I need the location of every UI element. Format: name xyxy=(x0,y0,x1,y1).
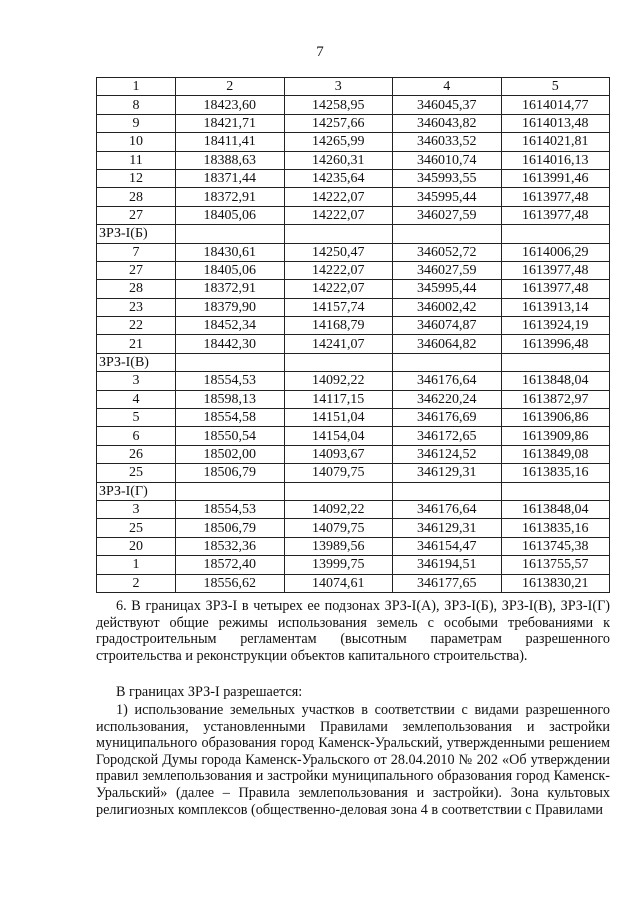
coordinate-cell: 346177,65 xyxy=(393,574,502,592)
table-row xyxy=(97,500,610,518)
header-cell: 5 xyxy=(501,78,610,96)
coordinate-cell: 345995,44 xyxy=(393,188,502,206)
coordinate-cell: 13989,56 xyxy=(284,537,393,555)
coordinate-cell: 346052,72 xyxy=(393,243,502,261)
coordinate-cell: 18554,53 xyxy=(176,372,285,390)
empty-cell xyxy=(501,353,610,371)
coordinate-cell: 1613745,38 xyxy=(501,537,610,555)
coordinate-cell: 18405,06 xyxy=(176,206,285,224)
coordinate-cell: 18405,06 xyxy=(176,261,285,279)
coordinate-cell: 14258,95 xyxy=(284,96,393,114)
point-number-cell: 21 xyxy=(97,335,176,353)
coordinate-cell: 346176,64 xyxy=(393,500,502,518)
point-number-cell: 28 xyxy=(97,280,176,298)
coordinate-cell: 14168,79 xyxy=(284,317,393,335)
coordinate-cell: 14079,75 xyxy=(284,519,393,537)
coordinate-cell: 18421,71 xyxy=(176,114,285,132)
coordinate-cell: 18506,79 xyxy=(176,464,285,482)
coordinate-cell: 14079,75 xyxy=(284,464,393,482)
coordinate-cell: 14092,22 xyxy=(284,372,393,390)
coordinate-cell: 1613924,19 xyxy=(501,317,610,335)
table-row xyxy=(97,280,610,298)
subzone-title-row xyxy=(97,225,610,243)
coordinate-cell: 346220,24 xyxy=(393,390,502,408)
coordinate-cell: 14235,64 xyxy=(284,169,393,187)
point-number-cell: 1 xyxy=(97,556,176,574)
subzone-title: ЗРЗ-I(В) xyxy=(97,353,176,371)
coordinate-cell: 1613835,16 xyxy=(501,464,610,482)
coordinate-cell: 1613755,57 xyxy=(501,556,610,574)
empty-cell xyxy=(176,482,285,500)
coordinate-cell: 346176,64 xyxy=(393,372,502,390)
coordinate-cell: 346027,59 xyxy=(393,206,502,224)
point-number-cell: 6 xyxy=(97,427,176,445)
coordinate-cell: 14241,07 xyxy=(284,335,393,353)
coordinate-cell: 18452,34 xyxy=(176,317,285,335)
coordinate-cell: 1613913,14 xyxy=(501,298,610,316)
coordinate-cell: 1613830,21 xyxy=(501,574,610,592)
coordinate-cell: 14222,07 xyxy=(284,206,393,224)
point-number-cell: 11 xyxy=(97,151,176,169)
point-number-cell: 22 xyxy=(97,317,176,335)
point-number-cell: 12 xyxy=(97,169,176,187)
table-row xyxy=(97,409,610,427)
header-cell: 2 xyxy=(176,78,285,96)
coordinate-cell: 346194,51 xyxy=(393,556,502,574)
table-row xyxy=(97,133,610,151)
coordinate-cell: 18371,44 xyxy=(176,169,285,187)
coordinate-cell: 345993,55 xyxy=(393,169,502,187)
subzone-title: ЗРЗ-I(Г) xyxy=(97,482,176,500)
coordinate-cell: 1613909,86 xyxy=(501,427,610,445)
coordinate-cell: 14222,07 xyxy=(284,280,393,298)
point-number-cell: 2 xyxy=(97,574,176,592)
point-number-cell: 10 xyxy=(97,133,176,151)
coordinate-cell: 1613991,46 xyxy=(501,169,610,187)
empty-cell xyxy=(176,225,285,243)
paragraph-6-text: 6. В границах ЗРЗ-I в четырех ее подзонах ЗРЗ-I(А), ЗРЗ-I(Б), ЗРЗ-I(В), ЗРЗ-I(Г) действуют общие режимы использования земель с особыми требованиями к градостроительным регламентам (высотным параметрам разрешенного строительства и реконструкции объектов капитального строительства). xyxy=(96,598,610,664)
coordinate-cell: 18442,30 xyxy=(176,335,285,353)
coordinate-cell: 346010,74 xyxy=(393,151,502,169)
point-number-cell: 27 xyxy=(97,261,176,279)
coordinate-cell: 14222,07 xyxy=(284,188,393,206)
table-row xyxy=(97,151,610,169)
coordinate-cell: 14257,66 xyxy=(284,114,393,132)
empty-cell xyxy=(501,482,610,500)
coordinate-cell: 1613977,48 xyxy=(501,280,610,298)
table-row xyxy=(97,114,610,132)
point-number-cell: 3 xyxy=(97,372,176,390)
coordinate-cell: 1613849,08 xyxy=(501,445,610,463)
table-header-row xyxy=(97,78,610,96)
coordinate-cell: 18550,54 xyxy=(176,427,285,445)
point-number-cell: 9 xyxy=(97,114,176,132)
empty-cell xyxy=(501,225,610,243)
coordinate-cell: 18598,13 xyxy=(176,390,285,408)
subzone-title: ЗРЗ-I(Б) xyxy=(97,225,176,243)
coordinate-cell: 18372,91 xyxy=(176,188,285,206)
table-row xyxy=(97,574,610,592)
table-row xyxy=(97,206,610,224)
coordinate-cell: 1614013,48 xyxy=(501,114,610,132)
coordinate-cell: 14117,15 xyxy=(284,390,393,408)
coordinate-cell: 18572,40 xyxy=(176,556,285,574)
coordinate-cell: 345995,44 xyxy=(393,280,502,298)
coordinate-cell: 14260,31 xyxy=(284,151,393,169)
coordinate-cell: 346045,37 xyxy=(393,96,502,114)
coordinate-cell: 14151,04 xyxy=(284,409,393,427)
coordinate-cell: 14250,47 xyxy=(284,243,393,261)
point-number-cell: 3 xyxy=(97,500,176,518)
point-number-cell: 27 xyxy=(97,206,176,224)
table-row xyxy=(97,243,610,261)
empty-cell xyxy=(176,353,285,371)
point-number-cell: 5 xyxy=(97,409,176,427)
table-row xyxy=(97,556,610,574)
table-row xyxy=(97,372,610,390)
coordinate-cell: 18556,62 xyxy=(176,574,285,592)
point-number-cell: 7 xyxy=(97,243,176,261)
point-number-cell: 25 xyxy=(97,464,176,482)
coordinate-cell: 346172,65 xyxy=(393,427,502,445)
coordinate-cell: 18388,63 xyxy=(176,151,285,169)
coordinate-cell: 346176,69 xyxy=(393,409,502,427)
empty-cell xyxy=(393,225,502,243)
paragraph-item-1-text: 1) использование земельных участков в соответствии с видами разрешенного использования, установленными Правилами землепользования и застройки муниципального образования город Каменск-Уральский, утвержденными решением Городской Думы города Каменск-Уральского от 28.04.2010 № 202 «Об утверждении правил землепользования и застройки муниципального образования город Каменск-Уральский» (далее – Правила землепользования и застройки). Зона культовых религиозных комплексов (общественно-деловая зона 4 в соответствии с Правилами xyxy=(96,702,610,818)
coordinate-cell: 18423,60 xyxy=(176,96,285,114)
allowed-heading: В границах ЗРЗ-I разрешается: xyxy=(116,684,303,700)
point-number-cell: 26 xyxy=(97,445,176,463)
coordinate-cell: 18411,41 xyxy=(176,133,285,151)
paragraph-6 xyxy=(96,598,610,664)
coordinate-cell: 18554,58 xyxy=(176,409,285,427)
coordinate-cell: 14265,99 xyxy=(284,133,393,151)
empty-cell xyxy=(284,353,393,371)
table-row xyxy=(97,169,610,187)
coordinate-cell: 346074,87 xyxy=(393,317,502,335)
coordinate-cell: 1613977,48 xyxy=(501,261,610,279)
table-row xyxy=(97,427,610,445)
subzone-title-row xyxy=(97,353,610,371)
coordinates-table-body xyxy=(97,78,610,593)
table-row xyxy=(97,519,610,537)
coordinate-cell: 18554,53 xyxy=(176,500,285,518)
coordinate-cell: 346129,31 xyxy=(393,519,502,537)
coordinate-cell: 346124,52 xyxy=(393,445,502,463)
header-cell: 3 xyxy=(284,78,393,96)
coordinate-cell: 1614016,13 xyxy=(501,151,610,169)
coordinate-cell: 1613848,04 xyxy=(501,500,610,518)
coordinate-cell: 13999,75 xyxy=(284,556,393,574)
point-number-cell: 4 xyxy=(97,390,176,408)
coordinate-cell: 346129,31 xyxy=(393,464,502,482)
page-number: 7 xyxy=(316,44,324,60)
coordinate-cell: 346154,47 xyxy=(393,537,502,555)
coordinate-cell: 346064,82 xyxy=(393,335,502,353)
coordinate-cell: 1614006,29 xyxy=(501,243,610,261)
table-row xyxy=(97,188,610,206)
coordinate-cell: 14154,04 xyxy=(284,427,393,445)
point-number-cell: 28 xyxy=(97,188,176,206)
coordinate-cell: 14157,74 xyxy=(284,298,393,316)
empty-cell xyxy=(284,482,393,500)
table-row xyxy=(97,261,610,279)
point-number-cell: 20 xyxy=(97,537,176,555)
empty-cell xyxy=(393,482,502,500)
coordinate-cell: 14074,61 xyxy=(284,574,393,592)
coordinate-cell: 1613977,48 xyxy=(501,206,610,224)
coordinate-cell: 14093,67 xyxy=(284,445,393,463)
coordinate-cell: 1613848,04 xyxy=(501,372,610,390)
coordinate-cell: 1613872,97 xyxy=(501,390,610,408)
table-row xyxy=(97,317,610,335)
coordinate-cell: 346027,59 xyxy=(393,261,502,279)
coordinate-cell: 346002,42 xyxy=(393,298,502,316)
header-cell: 4 xyxy=(393,78,502,96)
table-row xyxy=(97,96,610,114)
coordinates-table xyxy=(96,77,610,593)
empty-cell xyxy=(393,353,502,371)
coordinate-cell: 18379,90 xyxy=(176,298,285,316)
coordinate-cell: 1613996,48 xyxy=(501,335,610,353)
table-row xyxy=(97,537,610,555)
coordinate-cell: 14092,22 xyxy=(284,500,393,518)
paragraph-item-1 xyxy=(96,702,610,818)
point-number-cell: 23 xyxy=(97,298,176,316)
coordinate-cell: 1614021,81 xyxy=(501,133,610,151)
table-row xyxy=(97,335,610,353)
subzone-title-row xyxy=(97,482,610,500)
table-row xyxy=(97,298,610,316)
coordinate-cell: 18532,36 xyxy=(176,537,285,555)
table-row xyxy=(97,464,610,482)
header-cell: 1 xyxy=(97,78,176,96)
point-number-cell: 8 xyxy=(97,96,176,114)
coordinate-cell: 18502,00 xyxy=(176,445,285,463)
coordinate-cell: 18430,61 xyxy=(176,243,285,261)
coordinate-cell: 1614014,77 xyxy=(501,96,610,114)
coordinate-cell: 18372,91 xyxy=(176,280,285,298)
coordinate-cell: 18506,79 xyxy=(176,519,285,537)
table-row xyxy=(97,445,610,463)
table-row xyxy=(97,390,610,408)
coordinate-cell: 1613977,48 xyxy=(501,188,610,206)
coordinate-cell: 1613835,16 xyxy=(501,519,610,537)
coordinate-cell: 346043,82 xyxy=(393,114,502,132)
point-number-cell: 25 xyxy=(97,519,176,537)
coordinate-cell: 1613906,86 xyxy=(501,409,610,427)
coordinate-cell: 14222,07 xyxy=(284,261,393,279)
coordinate-cell: 346033,52 xyxy=(393,133,502,151)
empty-cell xyxy=(284,225,393,243)
